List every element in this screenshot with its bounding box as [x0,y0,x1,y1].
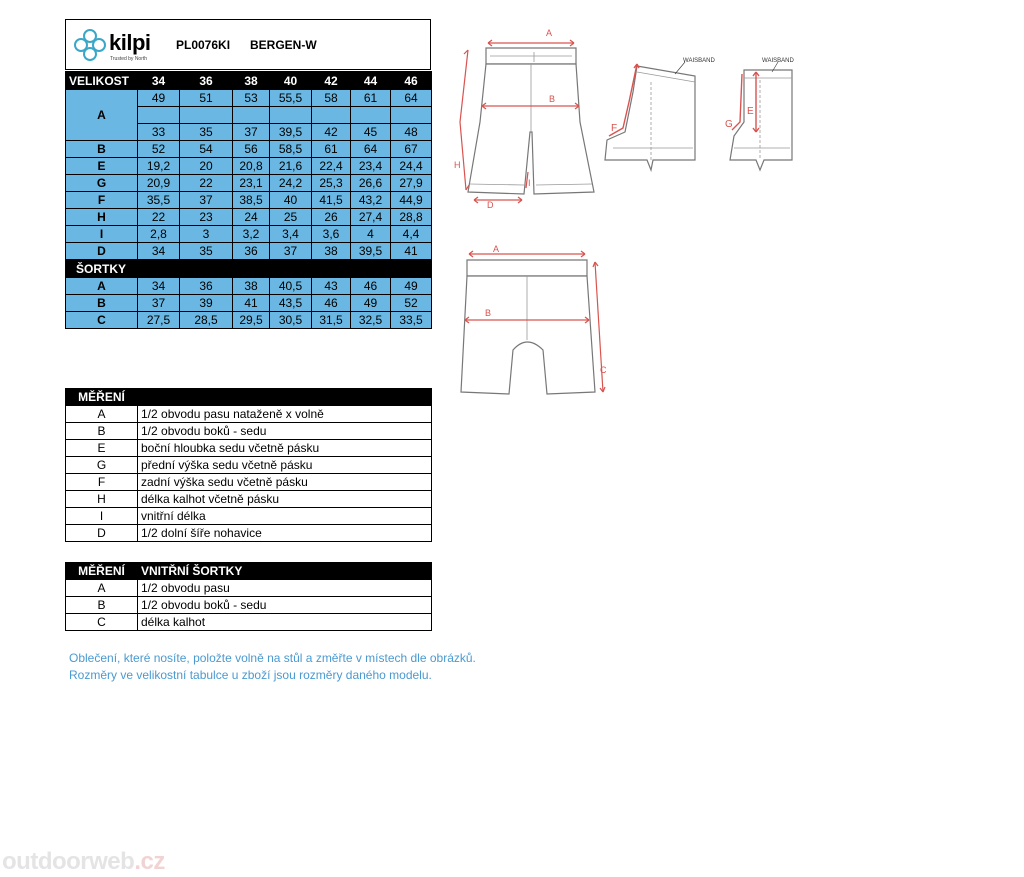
legend-key: C [66,614,138,631]
size-cell: 3,2 [233,226,270,243]
size-header-cell: 42 [312,72,351,90]
legend-description: délka kalhot [138,614,432,631]
size-header-cell: 36 [180,72,233,90]
size-row-label: I [66,226,138,243]
size-cell: 40 [270,192,312,209]
dim-label-d: D [487,200,494,210]
legend-description: boční hloubka sedu včetně pásku [138,440,432,457]
site-watermark [2,848,165,876]
legend-description: 1/2 dolní šíře nohavice [138,525,432,542]
size-row [66,209,432,226]
size-cell-empty [138,107,180,124]
size-cell: 21,6 [270,158,312,175]
size-cell: 49 [391,278,432,295]
size-cell: 44,9 [391,192,432,209]
legend-title-blank [138,389,432,406]
size-cell: 37 [270,243,312,260]
legend-title: MĚŘENÍ [66,563,138,580]
size-cell: 36 [180,278,233,295]
size-cell: 29,5 [233,312,270,329]
size-header-cell: 40 [270,72,312,90]
size-cell: 37 [180,192,233,209]
size-row [66,141,432,158]
size-cell: 4,4 [391,226,432,243]
size-cell: 52 [391,295,432,312]
size-cell: 3,4 [270,226,312,243]
legend-key: B [66,597,138,614]
dim-label-b: B [549,94,556,104]
legend-header-row [66,389,432,406]
size-row-label: D [66,243,138,260]
size-cell: 37 [138,295,180,312]
size-cell: 48 [391,124,432,141]
legend-header-row [66,563,432,580]
size-row [66,175,432,192]
side-profile-diagram-ge [722,52,802,177]
shorts-section-label: ŠORTKY [66,260,432,278]
size-cell: 61 [351,90,391,107]
size-header-label: VELIKOST [66,72,138,90]
size-cell: 45 [351,124,391,141]
legend-row [66,406,432,423]
legend-description: 1/2 obvodu boků - sedu [138,597,432,614]
dim-label-h: H [454,160,461,170]
size-cell: 27,5 [138,312,180,329]
size-cell: 49 [138,90,180,107]
measurement-legend [65,388,432,542]
size-cell: 28,5 [180,312,233,329]
size-cell: 24,2 [270,175,312,192]
size-header-cell: 34 [138,72,180,90]
size-cell: 58,5 [270,141,312,158]
size-cell: 41 [391,243,432,260]
size-cell: 42 [312,124,351,141]
size-cell: 34 [138,243,180,260]
size-cell: 27,9 [391,175,432,192]
size-row-label: H [66,209,138,226]
legend-row [66,491,432,508]
legend-key: A [66,406,138,423]
size-header-cell: 38 [233,72,270,90]
size-cell: 28,8 [391,209,432,226]
watermark-main: outdoorweb [2,848,135,875]
size-cell: 22 [180,175,233,192]
size-cell: 34 [138,278,180,295]
size-cell: 67 [391,141,432,158]
size-row-label: F [66,192,138,209]
size-cell-empty [233,107,270,124]
size-cell: 24 [233,209,270,226]
legend-description: přední výška sedu včetně pásku [138,457,432,474]
size-cell: 3,6 [312,226,351,243]
size-cell: 46 [312,295,351,312]
legend-row [66,457,432,474]
size-cell-empty [351,107,391,124]
size-row-label: B [66,295,138,312]
dim-label-a: A [546,28,553,38]
size-cell: 27,4 [351,209,391,226]
size-cell: 64 [391,90,432,107]
legend-description: zadní výška sedu včetně pásku [138,474,432,491]
model-size-note: Rozměry ve velikostní tabulce u zboží jsou rozměry daného modelu. [69,668,432,682]
size-cell: 26,6 [351,175,391,192]
size-cell: 61 [312,141,351,158]
size-cell-empty [180,107,233,124]
size-cell: 25,3 [312,175,351,192]
shorts-section-row [66,260,432,278]
size-cell: 39,5 [351,243,391,260]
inner-shorts-legend [65,562,432,631]
shorts-size-row [66,278,432,295]
size-cell: 38,5 [233,192,270,209]
product-code: PL0076KI [176,38,231,52]
legend-row [66,580,432,597]
legend-description: 1/2 obvodu pasu nataženě x volně [138,406,432,423]
shorts-size-row [66,312,432,329]
watermark-tld: .cz [134,848,165,875]
size-cell: 35,5 [138,192,180,209]
size-cell: 24,4 [391,158,432,175]
size-header-cell: 46 [391,72,432,90]
legend-title: MĚŘENÍ [66,389,138,406]
dim-label-e: E [747,106,754,117]
size-cell: 33 [138,124,180,141]
legend-description: vnitřní délka [138,508,432,525]
size-cell: 51 [180,90,233,107]
size-cell: 20,8 [233,158,270,175]
legend-row [66,614,432,631]
inner-dim-label-a: A [493,244,500,254]
size-cell: 23 [180,209,233,226]
legend-key: G [66,457,138,474]
inner-dim-label-b: B [485,308,492,318]
size-cell: 49 [351,295,391,312]
size-row [66,158,432,175]
legend-row [66,525,432,542]
legend-subtitle: VNITŘNÍ ŠORTKY [138,563,432,580]
size-cell: 41 [233,295,270,312]
measuring-note: Oblečení, které nosíte, položte volně na stůl a změřte v místech dle obrázků. [69,651,476,665]
size-row [66,226,432,243]
dim-label-f: F [611,123,618,134]
size-cell: 36 [233,243,270,260]
dim-label-i: I [528,178,531,188]
size-row-label: G [66,175,138,192]
size-table [65,71,432,329]
legend-key: E [66,440,138,457]
size-cell: 38 [312,243,351,260]
size-cell: 43,5 [270,295,312,312]
side-profile-diagram-f [603,52,715,177]
size-row [66,192,432,209]
size-row-label: E [66,158,138,175]
size-cell-empty [391,107,432,124]
size-cell: 31,5 [312,312,351,329]
size-cell: 30,5 [270,312,312,329]
size-cell: 22 [138,209,180,226]
legend-key: B [66,423,138,440]
size-row-label: A [66,278,138,295]
size-cell: 41,5 [312,192,351,209]
legend-row [66,474,432,491]
size-header-row [66,72,432,90]
size-cell: 19,2 [138,158,180,175]
size-cell: 52 [138,141,180,158]
inner-shorts-diagram [455,242,615,407]
size-cell: 55,5 [270,90,312,107]
model-name: BERGEN-W [250,38,317,52]
legend-description: 1/2 obvodu pasu [138,580,432,597]
size-row-label: A [66,90,138,141]
waistband-label: WAISBAND [683,58,715,64]
size-cell: 22,4 [312,158,351,175]
size-cell: 40,5 [270,278,312,295]
size-row-label: C [66,312,138,329]
size-cell-empty [270,107,312,124]
size-cell: 26 [312,209,351,226]
size-cell: 39,5 [270,124,312,141]
legend-description: délka kalhot včetně pásku [138,491,432,508]
size-cell-empty [312,107,351,124]
product-header [65,19,431,70]
legend-key: F [66,474,138,491]
size-cell: 20 [180,158,233,175]
size-cell: 35 [180,243,233,260]
size-row [66,243,432,260]
size-cell: 64 [351,141,391,158]
legend-row [66,508,432,525]
size-cell: 43 [312,278,351,295]
size-cell: 23,1 [233,175,270,192]
brand-tagline: Trusted by North [110,56,148,62]
size-cell: 53 [233,90,270,107]
size-row-label: B [66,141,138,158]
size-header-cell: 44 [351,72,391,90]
legend-row [66,597,432,614]
dim-label-g: G [725,119,733,130]
size-cell: 39 [180,295,233,312]
size-cell: 46 [351,278,391,295]
legend-description: 1/2 obvodu boků - sedu [138,423,432,440]
size-cell: 32,5 [351,312,391,329]
shorts-front-diagram [454,22,604,212]
shorts-size-row [66,295,432,312]
size-row [66,90,432,107]
size-cell: 3 [180,226,233,243]
size-cell: 4 [351,226,391,243]
size-cell: 2,8 [138,226,180,243]
legend-key: D [66,525,138,542]
size-cell: 23,4 [351,158,391,175]
size-cell: 56 [233,141,270,158]
kilpi-logo-icon [72,27,108,63]
size-cell: 25 [270,209,312,226]
inner-dim-label-c: C [600,365,607,375]
waistband-label: WAISBAND [762,58,794,64]
size-cell: 37 [233,124,270,141]
legend-key: I [66,508,138,525]
size-cell: 33,5 [391,312,432,329]
legend-row [66,440,432,457]
size-cell: 58 [312,90,351,107]
size-cell: 20,9 [138,175,180,192]
size-cell: 35 [180,124,233,141]
size-cell: 38 [233,278,270,295]
legend-row [66,423,432,440]
brand-logo-text: kilpi [109,30,151,55]
legend-key: H [66,491,138,508]
size-cell: 54 [180,141,233,158]
size-cell: 43,2 [351,192,391,209]
legend-key: A [66,580,138,597]
